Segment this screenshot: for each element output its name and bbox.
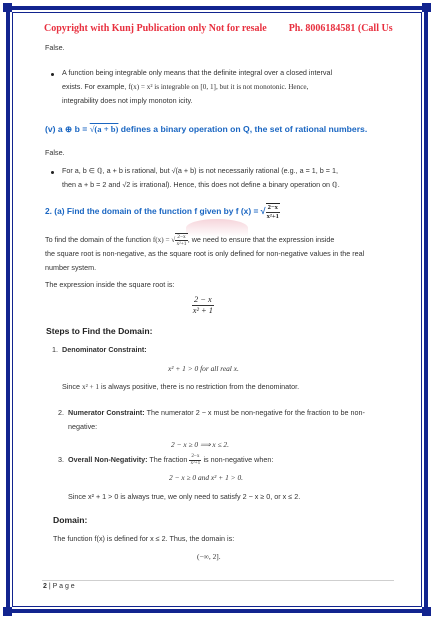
intro-line2: the square root is non-negative, as the square root is only defined for non-negative values in the real <box>45 249 365 258</box>
bullet-dot <box>51 171 54 174</box>
domain-text: The function f(x) is defined for x ≤ 2. Thus, the domain is: <box>53 534 235 543</box>
step3-math: 2 − x ≥ 0 and x² + 1 > 0. <box>169 473 243 482</box>
bullet2-line1: For a, b ∈ ℚ, a + b is rational, but √(a + b) is not necessarily rational (e.g., a = 1, b = 1, <box>62 166 338 175</box>
domain-heading: Domain: <box>53 515 88 525</box>
bullet1-line2: exists. For example, f(x) = x² is integrable on [0, 1], but it is not monotonic. Hence, <box>62 82 309 91</box>
intro-line3: number system. <box>45 263 97 272</box>
answer-false-1: False. <box>45 43 65 52</box>
bullet-dot <box>51 73 54 76</box>
domain-result: (−∞, 2]. <box>197 552 221 561</box>
bullet2-line2: then a + b = 2 and √2 is irrational). Hence, this does not define a binary operation on ℚ. <box>62 180 340 189</box>
step3-note: Since x² + 1 > 0 is always true, we only need to satisfy 2 − x ≥ 0, or x ≤ 2. <box>68 492 301 501</box>
intro-line4: The expression inside the square root is: <box>45 280 175 289</box>
step2-line2: negative: <box>68 422 98 431</box>
expression-fraction: $\frac{2 - x}{\text{x² + 1}}$ <box>192 295 213 315</box>
intro-line1: To find the domain of the function f(x) = √ $\frac{2-x}{\text{x²+1}}$ , we need to ensure that the expression inside <box>45 234 335 248</box>
page-header <box>44 23 393 34</box>
answer-false-2: False. <box>45 148 65 157</box>
bullet1-line1: A function being integrable only means that the definite integral over a closed interval <box>62 68 333 77</box>
steps-heading: Steps to Find the Domain: <box>46 326 153 336</box>
section-v-heading: (v) a ⊕ b = √(a + b) defines a binary operation on Q, the set of rational numbers. <box>45 124 368 134</box>
step1-heading: 1. Denominator Constraint: <box>52 345 147 354</box>
copyright-text: Copyright with Kunj Publication only Not for resale <box>44 23 267 34</box>
step2-line1: 2. Numerator Constraint: The numerator 2 − x must be non-negative for the fraction to be non- <box>58 408 365 417</box>
page-footer: 2 | P a g e <box>43 583 75 590</box>
bullet1-line3: integrability does not imply monoton icity. <box>62 96 193 105</box>
step1-note: Since x² + 1 is always positive, there is no restriction from the denominator. <box>62 382 300 391</box>
question-2a-heading: 2. (a) Find the domain of the function f given by f (x) = √ $\frac{2-x}{\text{x²+1}}$ <box>45 204 279 220</box>
footer-rule <box>42 580 394 581</box>
phone-text: Ph. 8006184581 (Call Us <box>288 23 393 34</box>
step1-math: x² + 1 > 0 for all real x. <box>168 364 239 373</box>
step3-heading: 3. Overall Non-Negativity: The fraction $\frac{2-x}{\text{x²+1}}$ is non-negative when: <box>58 452 274 466</box>
step2-math: 2 − x ≥ 0 ⟹ x ≤ 2. <box>171 440 229 449</box>
